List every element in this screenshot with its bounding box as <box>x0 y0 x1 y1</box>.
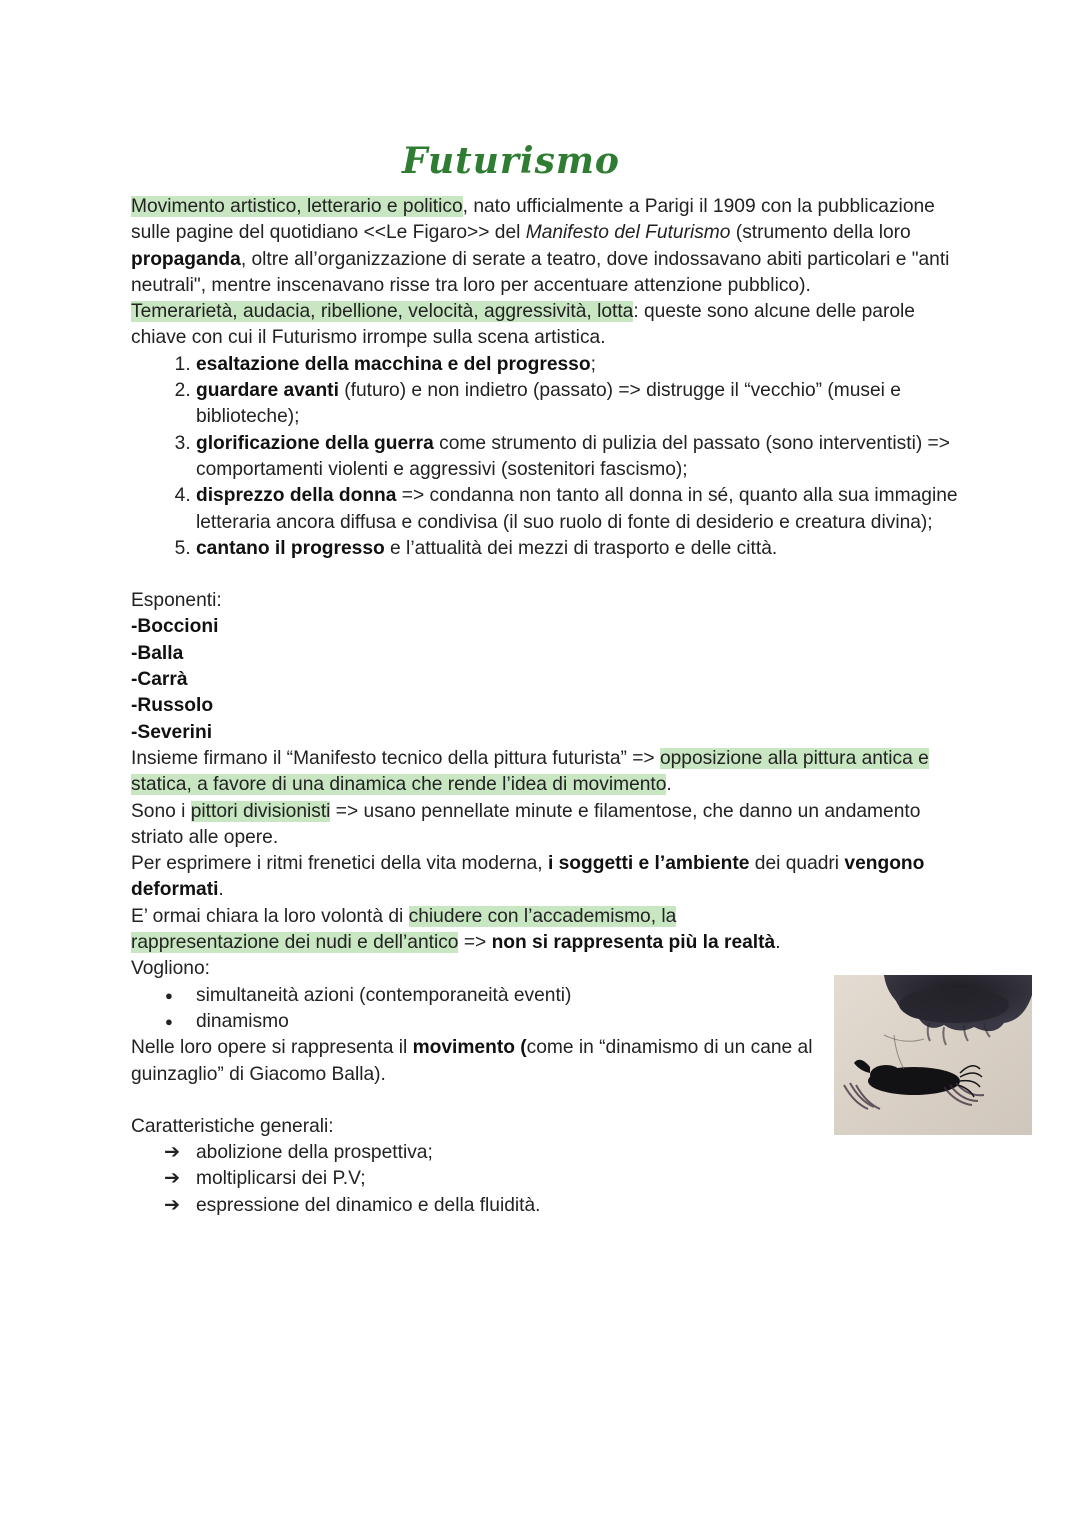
divisionisti-paragraph <box>131 799 961 852</box>
exponent-item <box>131 720 961 746</box>
text: Per esprimere i ritmi frenetici della vita moderna, <box>131 853 548 875</box>
exponent-item <box>131 693 961 719</box>
text: => <box>458 932 492 954</box>
list-item <box>196 352 961 378</box>
exponents-label: Esponenti: <box>131 590 222 612</box>
text: ; <box>590 353 596 375</box>
bold-text: -Boccioni <box>131 616 219 638</box>
text: (futuro) e non indietro (passato) => distrugge il “vecchio” (musei e biblioteche); <box>196 380 901 428</box>
bold-text: movimento ( <box>412 1037 527 1059</box>
caratteristiche-label: Caratteristiche generali: <box>131 1115 334 1137</box>
bold-text: -Russolo <box>131 695 214 717</box>
bold-text: esaltazione della macchina e del progresso <box>196 353 591 375</box>
text: Insieme firmano il “Manifesto tecnico della pittura futurista” => <box>131 747 660 769</box>
list-item: ➔ moltiplicarsi dei P.V; <box>196 1166 961 1192</box>
bold-text: -Carrà <box>131 669 188 691</box>
accademismo-paragraph <box>131 904 821 957</box>
text: => condanna non tanto all donna in sé, quanto alla sua immagine letteraria ancora diffusa e condivisa (il suo ruolo di fonte di desiderio e creatura divina); <box>196 485 958 533</box>
exponent-item <box>131 641 961 667</box>
list-item <box>196 378 961 431</box>
bold-text: cantano il progresso <box>196 537 385 559</box>
list-item <box>196 431 961 484</box>
image-adjacent-block <box>131 904 821 1088</box>
text: dei quadri <box>749 853 845 875</box>
bold-text: disprezzo della donna <box>196 485 397 507</box>
list-item: ● dinamismo <box>196 1009 821 1035</box>
text: . <box>775 932 781 954</box>
bold-text: vengono deformati <box>131 853 925 901</box>
highlight: Movimento artistico, letterario e politico <box>131 196 463 217</box>
text: : queste sono alcune delle parole chiave con cui il Futurismo irrompe sulla scena artistica. <box>131 301 915 349</box>
text: come in “dinamismo di un cane al guinzaglio” di Giacomo Balla). <box>131 1037 813 1085</box>
text: e l’attualità dei mezzi di trasporto e delle città. <box>384 537 778 559</box>
bold-text: -Balla <box>131 642 184 664</box>
text: . <box>218 879 224 901</box>
bold-text: guardare avanti <box>196 380 339 402</box>
caratteristiche-list <box>131 1140 961 1219</box>
soggetti-paragraph <box>131 851 961 904</box>
vogliono-label: Vogliono: <box>131 958 210 980</box>
highlight: Temerarietà, audacia, ribellione, velocità, aggressività, lotta <box>131 301 634 323</box>
keywords-paragraph <box>131 299 961 352</box>
bold-text: propaganda <box>131 248 241 270</box>
highlight: chiudere con l’accademismo, la rappresentazione dei nudi e dell’antico <box>131 905 677 954</box>
bold-text: -Severini <box>131 721 213 743</box>
movimento-paragraph <box>131 1035 821 1088</box>
manifesto-title: Manifesto del Futurismo <box>525 222 731 244</box>
list-item: ➔ espressione del dinamico e della fluidità. <box>196 1193 961 1219</box>
intro-paragraph <box>131 194 961 299</box>
list-item <box>196 483 961 536</box>
text: . <box>666 774 672 796</box>
features-list <box>131 352 961 562</box>
exponent-item <box>131 667 961 693</box>
text: , nato ufficialmente a Parigi il 1909 con la pubblicazione sulle pagine del quotidiano <<Le Figaro>> del <box>131 196 935 244</box>
text: => usano pennellate minute e filamentose, che danno un andamento striato alle opere. <box>131 800 921 848</box>
highlight: opposizione alla pittura antica e statica, a favore di una dinamica che rende l’idea di movimento <box>131 747 929 796</box>
bold-text: non si rappresenta più la realtà <box>491 932 776 954</box>
list-item: ➔ abolizione della prospettiva; <box>196 1140 961 1166</box>
exponent-item <box>131 614 961 640</box>
bold-text: glorificazione della guerra <box>196 432 434 454</box>
vogliono-list <box>131 983 821 1036</box>
bold-text: i soggetti e l’ambiente <box>547 853 750 875</box>
text: E’ ormai chiara la loro volontà di <box>131 905 409 927</box>
dog-painting-image <box>834 975 1032 1135</box>
text: (strumento della loro <box>730 222 911 244</box>
text: Sono i <box>131 800 191 822</box>
page-title: Futurismo <box>402 140 620 182</box>
list-item: ● simultaneità azioni (contemporaneità eventi) <box>196 983 821 1009</box>
text: Nelle loro opere si rappresenta il <box>131 1037 413 1059</box>
highlight: pittori divisionisti <box>190 800 331 822</box>
manifesto-paragraph <box>131 746 961 799</box>
text: , oltre all’organizzazione di serate a teatro, dove indossavano abiti particolari e "anti neutrali", mentre inscenavano risse tra loro per accentuare attenzione pubblico). <box>131 248 950 296</box>
list-item <box>196 536 961 562</box>
text: come strumento di pulizia del passato (sono interventisti) => comportamenti violenti e aggressivi (sostenitori fascismo); <box>196 432 950 480</box>
